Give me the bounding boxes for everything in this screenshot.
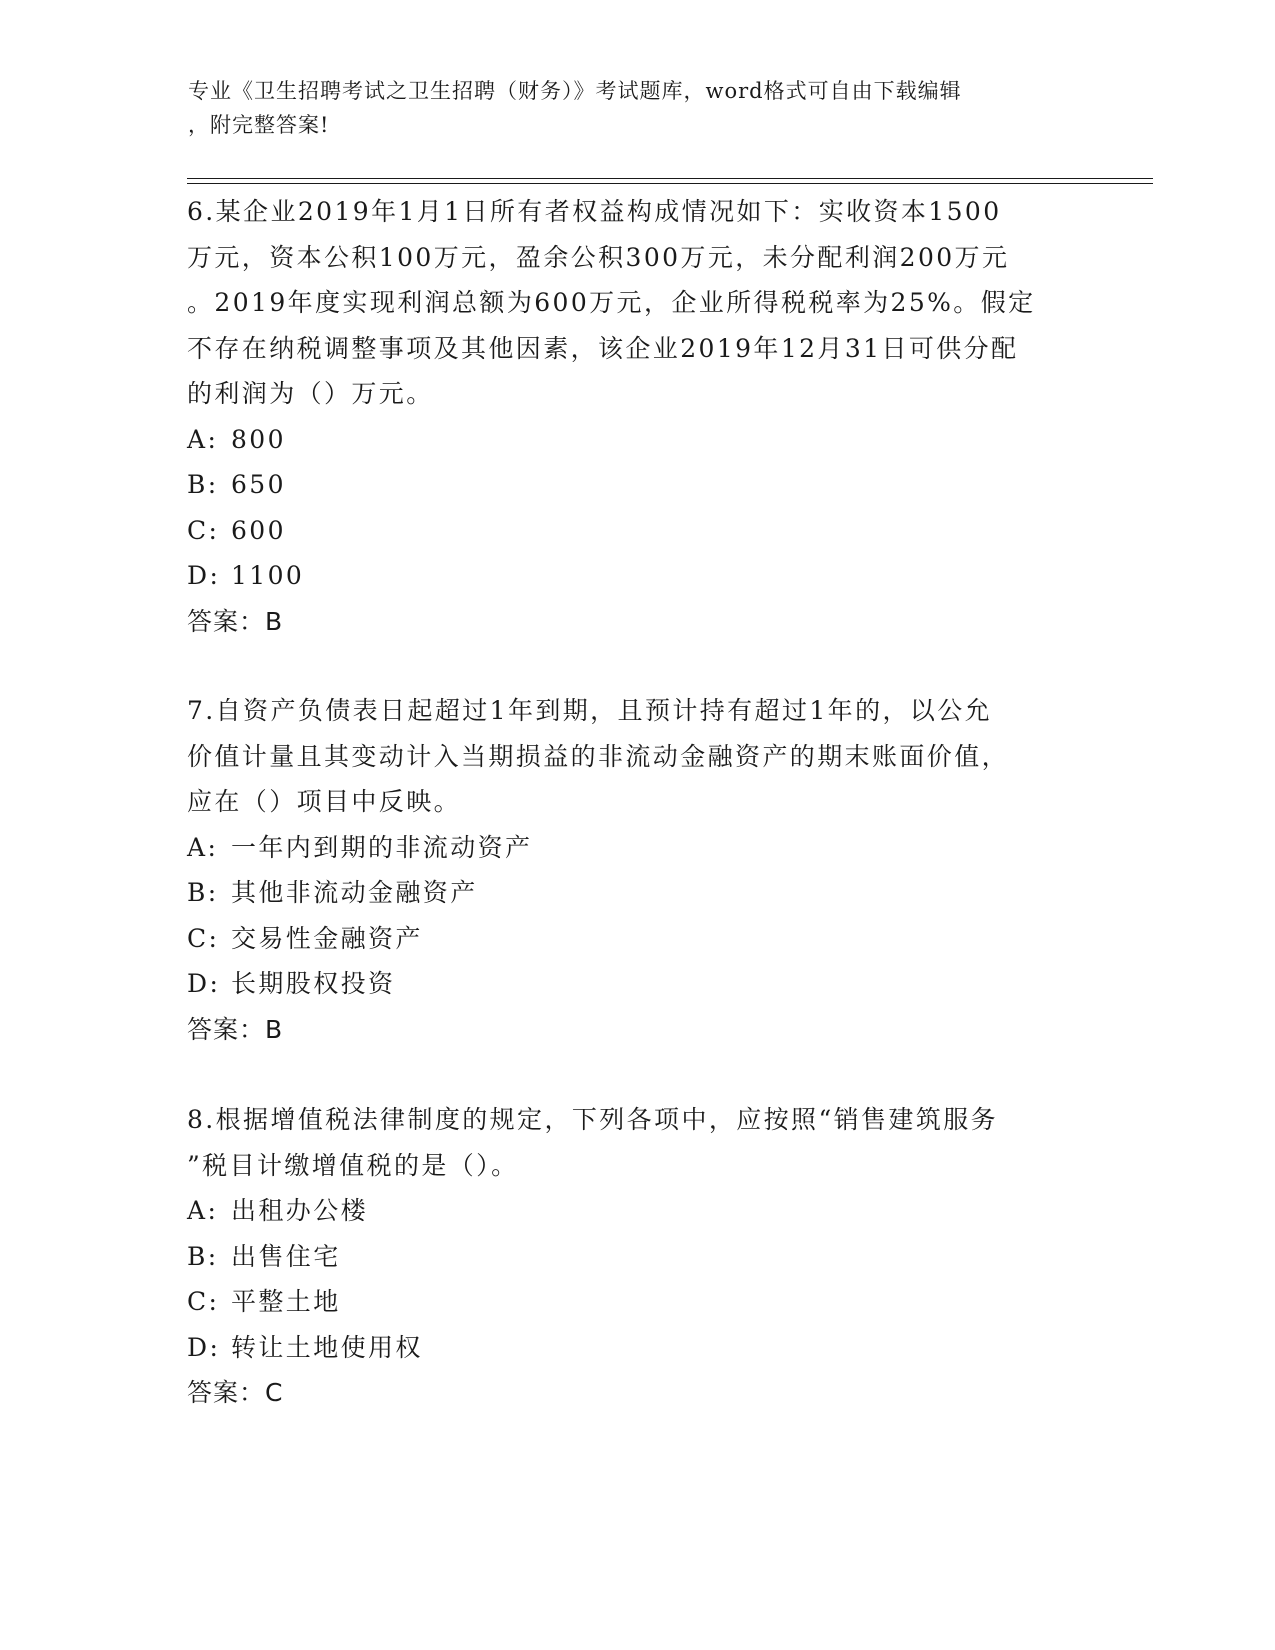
option-text: 其他非流动金融资产 xyxy=(231,878,478,907)
option-text: 800 xyxy=(231,424,286,454)
answer-line: 答案：C xyxy=(187,1378,284,1407)
option-key: C: xyxy=(187,515,220,545)
header-line-1: 专业《卫生招聘考试之卫生招聘（财务）》考试题库，word格式可自由下载编辑 xyxy=(188,79,962,103)
question-stem-line: 应在（）项目中反映。 xyxy=(187,787,462,816)
question-8 xyxy=(187,1097,1087,1416)
question-stem-line: 8.根据增值税法律制度的规定，下列各项中，应按照“销售建筑服务 xyxy=(187,1105,999,1134)
option-key: A: xyxy=(187,832,219,862)
option-text: 平整土地 xyxy=(231,1287,341,1316)
question-stem-line: ”税目计缴增值税的是（）。 xyxy=(187,1150,519,1180)
option-text: 一年内到期的非流动资产 xyxy=(231,832,533,862)
option-b xyxy=(187,1234,1087,1280)
option-text: 600 xyxy=(231,515,286,545)
answer-line: 答案：B xyxy=(187,1014,284,1044)
option-text: 转让土地使用权 xyxy=(231,1332,423,1362)
option-key: C: xyxy=(187,1287,220,1316)
option-key: C: xyxy=(187,923,220,953)
option-key: D: xyxy=(187,969,221,998)
option-key: D: xyxy=(187,1332,221,1362)
option-c xyxy=(187,1279,1087,1325)
question-stem-line: 6.某企业2019年1月1日所有者权益构成情况如下：实收资本1500 xyxy=(187,197,1002,226)
option-key: A: xyxy=(187,424,219,454)
question-stem-line: 不存在纳税调整事项及其他因素，该企业2019年12月31日可供分配 xyxy=(187,333,1019,363)
option-text: 出租办公楼 xyxy=(231,1196,369,1225)
header-line-2: ，附完整答案! xyxy=(188,113,330,137)
question-stem-line: 7.自资产负债表日起超过1年到期，且预计持有超过1年的，以公允 xyxy=(187,696,993,725)
option-d xyxy=(187,1325,1087,1371)
option-a xyxy=(187,1188,1087,1234)
question-stem-line: 万元，资本公积100万元，盈余公积300万元，未分配利润200万元 xyxy=(187,242,1010,272)
option-d xyxy=(187,961,1087,1007)
answer-line: 答案：B xyxy=(187,606,284,636)
question-7 xyxy=(187,688,1087,1052)
option-b xyxy=(187,462,1087,508)
document-header xyxy=(188,74,1068,142)
option-c xyxy=(187,508,1087,554)
option-text: 长期股权投资 xyxy=(231,969,396,998)
option-key: A: xyxy=(187,1196,219,1225)
option-text: 650 xyxy=(231,470,286,499)
option-a xyxy=(187,825,1087,871)
option-d xyxy=(187,553,1087,599)
question-stem-line: 的利润为（）万元。 xyxy=(187,379,434,408)
option-key: B: xyxy=(187,878,219,907)
question-stem-line: 价值计量且其变动计入当期损益的非流动金融资产的期末账面价值， xyxy=(187,741,1010,771)
option-text: 交易性金融资产 xyxy=(231,923,423,953)
header-divider-top xyxy=(187,178,1153,179)
question-6 xyxy=(187,189,1087,644)
option-b xyxy=(187,870,1087,916)
option-text: 出售住宅 xyxy=(231,1241,341,1271)
option-a xyxy=(187,417,1087,463)
header-divider-bottom xyxy=(187,183,1153,184)
option-text: 1100 xyxy=(231,561,305,590)
option-key: B: xyxy=(187,470,219,499)
option-key: D: xyxy=(187,561,221,590)
option-c xyxy=(187,916,1087,962)
question-stem-line: 。2019年度实现利润总额为600万元，企业所得税税率为25%。假定 xyxy=(187,288,1036,317)
option-key: B: xyxy=(187,1241,219,1271)
